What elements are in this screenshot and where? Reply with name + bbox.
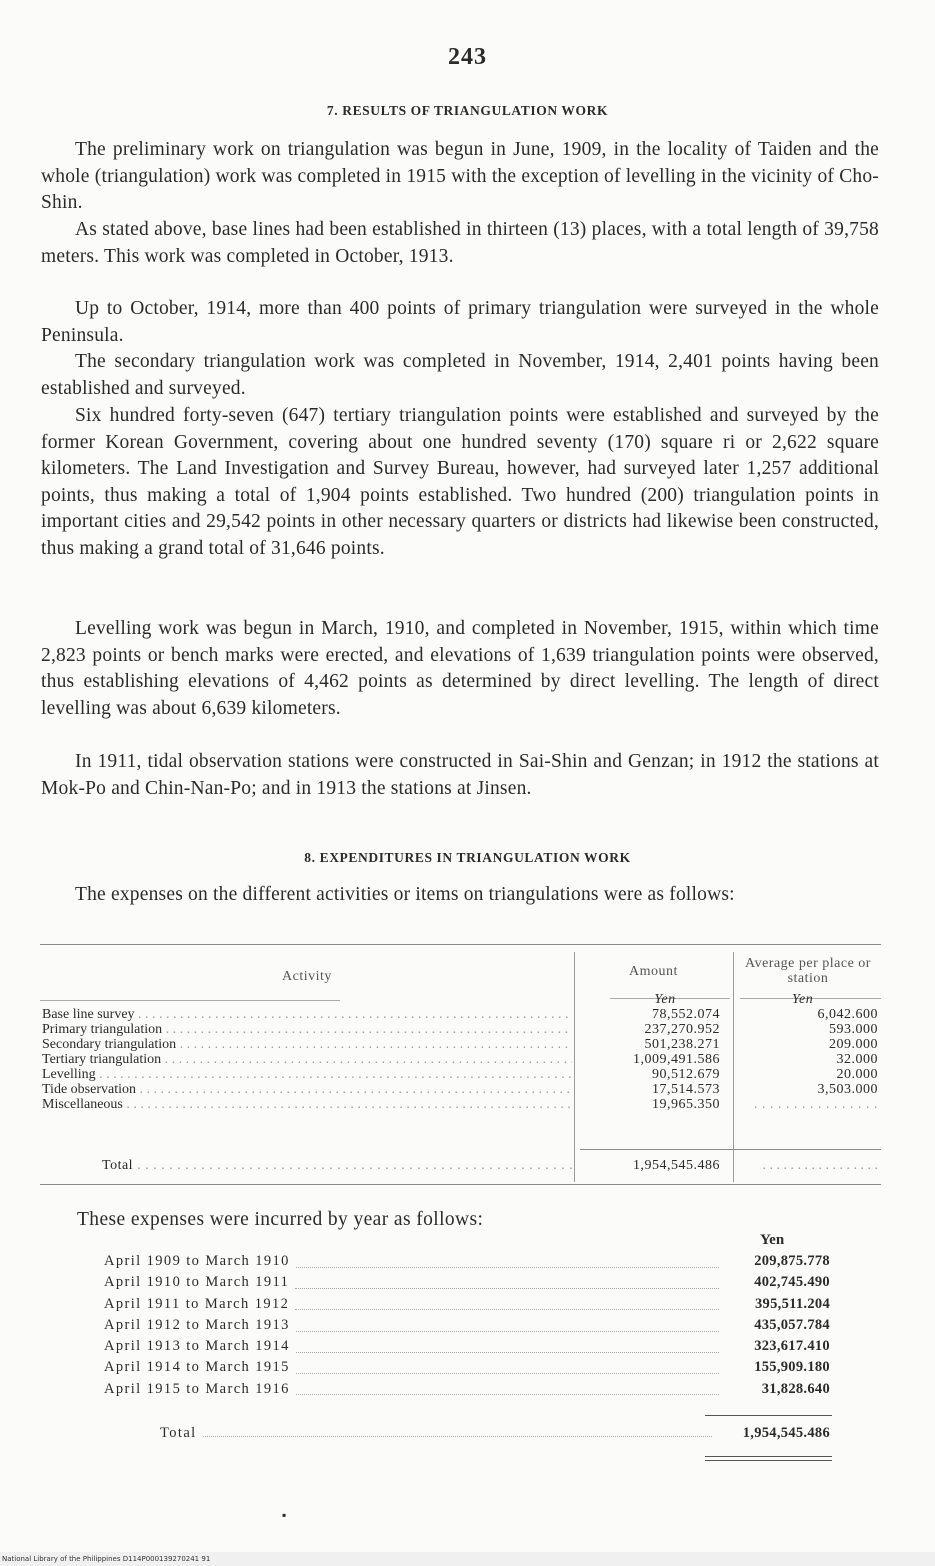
period-label: April 1914 to March 1915 (104, 1359, 290, 1376)
yearly-intro: These expenses were incurred by year as follows: (77, 1209, 484, 1230)
list-item (104, 1253, 830, 1274)
dot-leader (295, 1287, 719, 1289)
average-column (740, 992, 878, 1112)
list-item (104, 1296, 830, 1317)
header-rule (40, 1000, 340, 1001)
table-cell-amount: 78,552.074 (652, 1007, 720, 1022)
paragraph: Up to October, 1914, more than 400 points of primary triangulation were surveyed in the whole Peninsula. (41, 298, 879, 346)
yearly-unit: Yen (760, 1232, 785, 1248)
period-label: April 1909 to March 1910 (104, 1253, 290, 1269)
amount-unit: Yen (654, 992, 676, 1007)
double-rule-top (705, 1456, 832, 1457)
table-total-average-empty: . . . . . . . . . . . . . . . . . (762, 1158, 878, 1173)
period-amount: 402,745.490 (754, 1274, 830, 1291)
activity-table (40, 944, 881, 1189)
table-row-activity: Levelling . . . (42, 1067, 572, 1082)
table-cell-amount: 501,238.271 (644, 1037, 720, 1052)
list-item (104, 1381, 830, 1402)
page-mark: ▪ (282, 1508, 287, 1522)
period-label: April 1913 to March 1914 (104, 1338, 290, 1355)
table-cell-average: 20.000 (836, 1067, 878, 1082)
paragraph: In 1911, tidal observation stations were constructed in Sai-Shin and Genzan; in 1912 the stations at Mok-Po and Chin-Nan-Po; and in 1913 the stations at Jinsen. (41, 751, 879, 799)
section-heading-expenditures: 8. EXPENDITURES IN TRIANGULATION WORK (304, 850, 631, 865)
dot-leader (296, 1266, 719, 1268)
dot-leader (296, 1330, 719, 1332)
table-cell-average: 32.000 (836, 1052, 878, 1067)
header-amount: Amount (629, 964, 678, 979)
dot-leader (203, 1435, 712, 1437)
amount-column (580, 992, 720, 1112)
table-cell-amount: 17,514.573 (652, 1082, 720, 1097)
column-divider (574, 952, 575, 1182)
list-item (104, 1359, 830, 1380)
page-number: 243 (448, 44, 487, 70)
period-label: April 1910 to March 1911 (104, 1274, 290, 1291)
dot-leader (296, 1372, 719, 1374)
period-amount: 31,828.640 (761, 1380, 830, 1397)
activity-column (42, 1007, 572, 1112)
period-amount: 155,909.180 (754, 1359, 830, 1376)
table-cell-average: 3,503.000 (817, 1082, 878, 1097)
table-row-activity: Secondary triangulation . . . (42, 1037, 572, 1052)
list-item (104, 1274, 830, 1295)
table-cell-average: 593.000 (829, 1022, 878, 1037)
table-cell-average-empty: . . . . . . . . . . . . . . . . (754, 1097, 878, 1112)
table-row-activity: Tertiary triangulation . . . (42, 1052, 572, 1067)
list-item (104, 1317, 830, 1338)
section-heading-results: 7. RESULTS OF TRIANGULATION WORK (326, 103, 609, 118)
period-amount: 209,875.778 (754, 1253, 830, 1269)
table-total-amount: 1,954,545.486 (633, 1158, 720, 1173)
table-top-rule (40, 944, 881, 945)
paragraph: The expenses on the different activities or items on triangulations were as follows: (75, 884, 735, 905)
period-label: April 1912 to March 1913 (104, 1316, 290, 1333)
header-average: Average per place or station (745, 956, 871, 986)
sum-rule (705, 1415, 832, 1416)
dot-leader (296, 1393, 719, 1395)
average-unit: Yen (792, 992, 814, 1007)
period-amount: 395,511.204 (755, 1295, 830, 1312)
period-amount: 323,617.410 (754, 1338, 830, 1355)
table-row-activity: Base line survey . . . (42, 1007, 572, 1022)
header-activity: Activity (282, 969, 332, 984)
column-divider (733, 952, 734, 1182)
yearly-total-label: Total (160, 1425, 197, 1441)
scan-footer: National Library of the Philippines D114P000139270241 91 (0, 1552, 935, 1566)
paragraph: The preliminary work on triangulation was begun in June, 1909, in the locality of Taiden and the whole (triangulation) work was completed in 1915 with the exception of levelling in the vicinity of Cho-Shin. (41, 139, 879, 213)
yearly-total-amount: 1,954,545.486 (742, 1425, 830, 1441)
list-item (104, 1338, 830, 1359)
paragraph: Six hundred forty-seven (647) tertiary triangulation points were established and surveyed by the former Korean Government, covering about one hundred seventy (170) square ri or 2,622 square kilometers. The Land Investigation and Survey Bureau, however, had surveyed later 1,257 additional points, thus making a total of 1,904 points established. Two hundred (200) triangulation points in important cities and 29,542 points in other necessary quarters or districts had likewise been constructed, thus making a grand total of 31,646 points. (41, 405, 879, 559)
table-row-activity: Miscellaneous . . . (42, 1097, 572, 1112)
table-bottom-rule (40, 1184, 881, 1185)
paragraph: As stated above, base lines had been established in thirteen (13) places, with a total length of 39,758 meters. This work was completed in October, 1913. (41, 219, 879, 267)
table-cell-amount: 1,009,491.586 (633, 1052, 720, 1067)
table-cell-amount: 19,965.350 (652, 1097, 720, 1112)
table-cell-average: 6,042.600 (817, 1007, 878, 1022)
table-row-activity: Tide observation . . . (42, 1082, 572, 1097)
dot-leader (295, 1308, 719, 1310)
period-amount: 435,057.784 (754, 1316, 830, 1333)
yearly-total (160, 1425, 830, 1442)
period-label: April 1915 to March 1916 (104, 1380, 290, 1397)
table-cell-amount: 90,512.679 (652, 1067, 720, 1082)
table-cell-amount: 237,270.952 (644, 1022, 720, 1037)
total-rule (580, 1149, 881, 1150)
period-label: April 1911 to March 1912 (104, 1295, 290, 1312)
table-row-activity: Primary triangulation . . . (42, 1022, 572, 1037)
double-rule-bottom (705, 1460, 832, 1461)
paragraph: Levelling work was begun in March, 1910, and completed in November, 1915, within which time 2,823 points or bench marks were erected, and elevations of 1,639 triangulation points were observed, thus establishing elevations of 4,462 points as determined by direct levelling. The length of direct levelling was about 6,639 kilometers. (41, 618, 879, 719)
yearly-list (104, 1253, 830, 1402)
paragraph: The secondary triangulation work was completed in November, 1914, 2,401 points having been established and surveyed. (41, 351, 879, 399)
dot-leader (296, 1351, 719, 1353)
table-cell-average: 209.000 (829, 1037, 878, 1052)
table-total-label: Total . . . (102, 1158, 572, 1174)
